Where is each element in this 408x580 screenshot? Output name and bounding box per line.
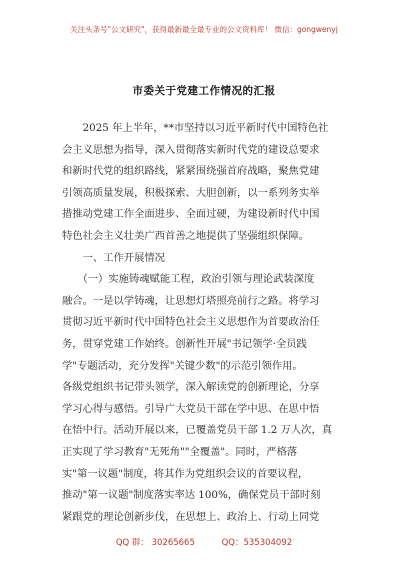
body-line: 特色社会主义壮美广西首善之地提供了坚强组织保障。 [62, 229, 310, 242]
body-line: 贯彻习近平新时代中国特色社会主义思想作为首要政治任 [62, 316, 320, 329]
body-line: 会主义思想为指导，深入贯彻落实新时代党的建设总要求 [62, 143, 320, 156]
body-line: 学习心得与感悟。引导广大党员干部在学中思、在思中悟 [62, 402, 320, 415]
footer-qq-group: QQ 群： 30265665 [115, 538, 195, 548]
document-title: 市委关于党建工作情况的汇报 [132, 85, 276, 97]
footer-qq: QQ：535304092 [221, 538, 293, 548]
body-line: 推动"第一议题"制度落实率达 100%，确保党员干部时刻 [62, 489, 321, 502]
body-line: 和新时代党的组织路线，紧紧围绕强首府战略，聚焦党建 [62, 165, 320, 178]
body-line: 在悟中行。活动开展以来，已覆盖党员干部 1.2 万人次，真 [62, 424, 333, 437]
section-heading: 一、工作开展情况 [62, 251, 165, 264]
header-notice: 关注头条号"公文研究"，获得最新最全最专业的公文资料库！ 微信：gongwenyj [70, 25, 338, 34]
document-body [62, 118, 352, 528]
body-line: 务，贯穿党建工作始终。创新性开展"书记领学·全员践 [62, 337, 307, 350]
body-line: 紧跟党的理论创新步伐，在思想上、政治上、行动上同党 [62, 510, 320, 523]
body-line: 学"专题活动，充分发挥"关键少数"的示范引领作用。 [62, 359, 303, 372]
footer-contact [0, 536, 408, 548]
body-line: （一）实施铸魂赋能工程，政治引领与理论武装深度 [62, 273, 315, 286]
body-line: 措推动党建工作全面进步、全面过硬，为建设新时代中国 [62, 208, 320, 221]
body-line: 融合。一是以学铸魂，让思想灯塔照亮前行之路。将学习 [62, 294, 320, 307]
body-line: 正实现了学习教育"无死角""全覆盖"。同时，严格落 [62, 445, 298, 458]
body-line: 各级党组织书记带头领学，深入解读党的创新理论，分享 [62, 381, 320, 394]
body-line: 2025 年上半年，**市坚持以习近平新时代中国特色社 [62, 122, 329, 134]
body-line: 引领高质量发展，积极探索、大胆创新，以一系列务实举 [62, 186, 320, 199]
body-line: 实"第一议题"制度，将其作为党组织会议的首要议程， [62, 467, 309, 480]
